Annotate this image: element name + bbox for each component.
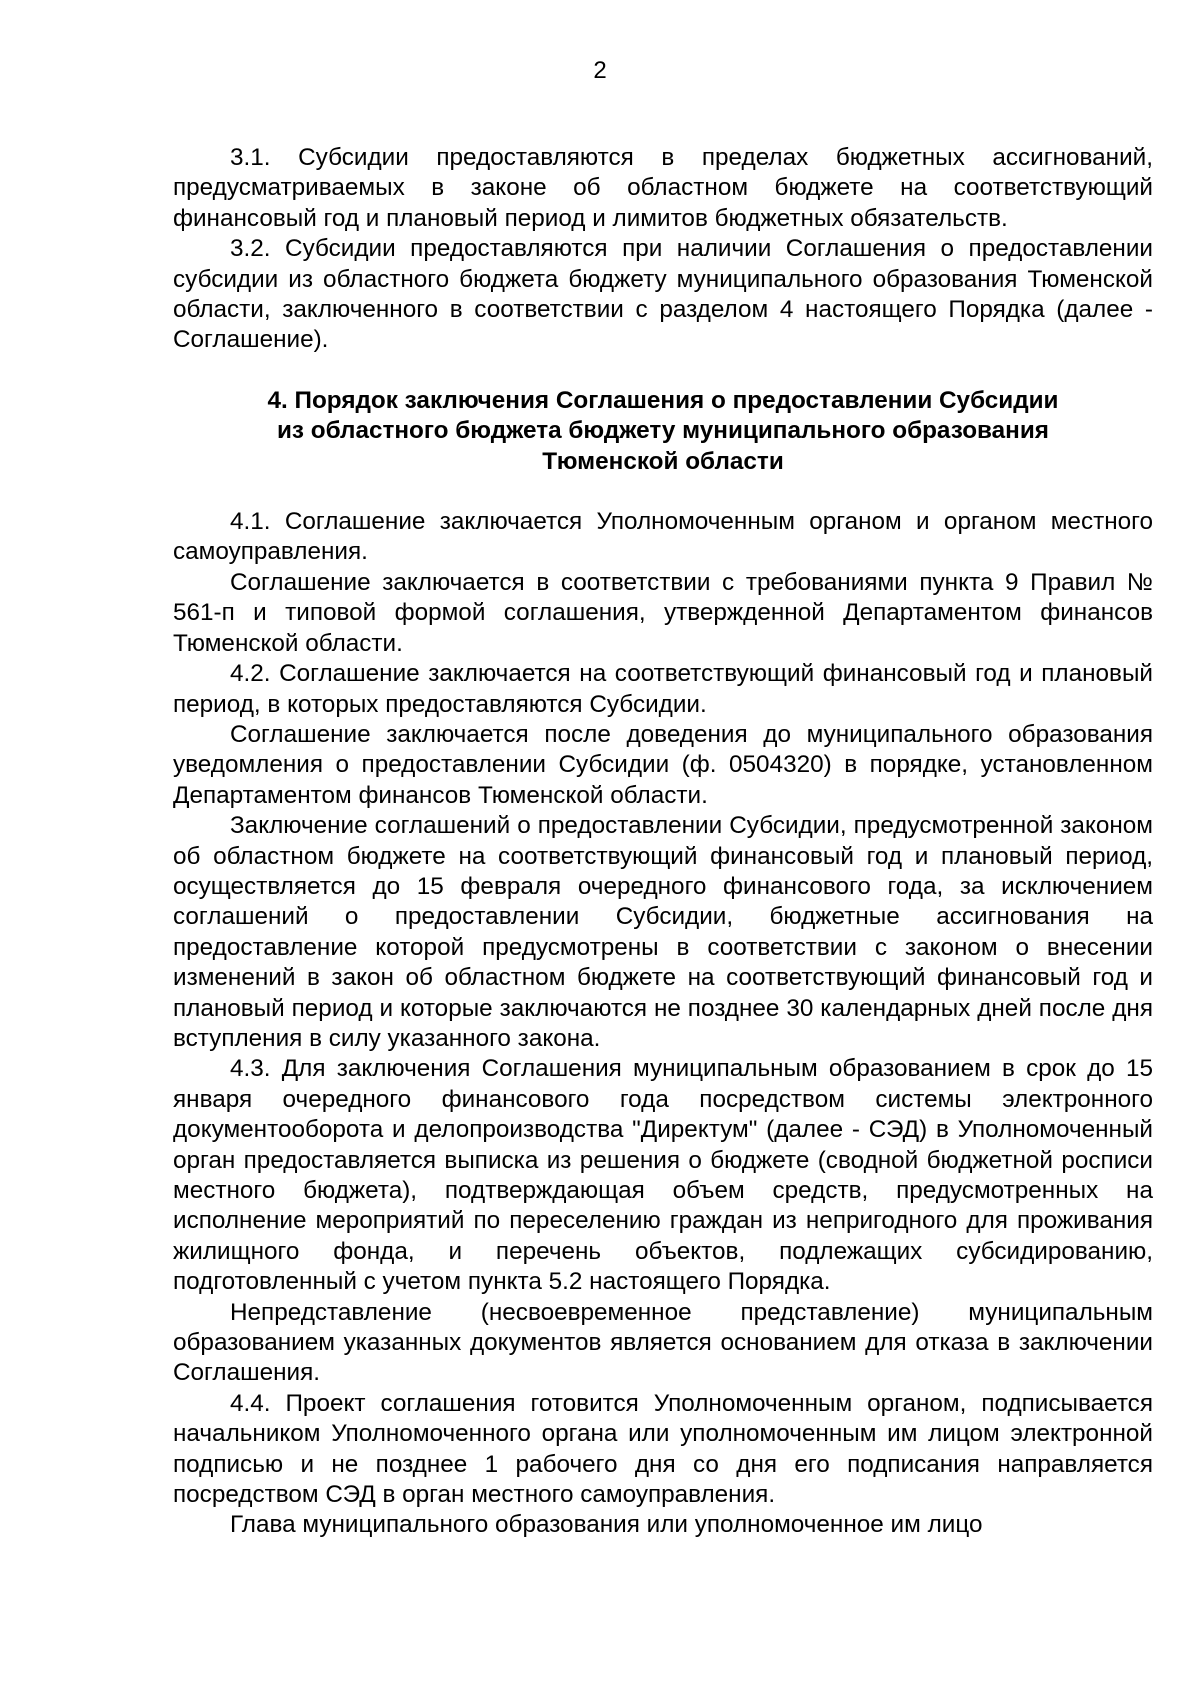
section-heading-line-3: Тюменской области	[542, 447, 784, 475]
paragraph-4-1: 4.1. Соглашение заключается Уполномоченным органом и органом местного самоуправления.	[173, 508, 1153, 566]
paragraph-4-4: 4.4. Проект соглашения готовится Уполномоченным органом, подписывается начальником Уполномоченного органа или уполномоченным им лицом электронной подписью и не позднее 1 рабочего дня со дня его подписания направляется посредством СЭД в орган местного самоуправления.	[173, 1389, 1153, 1509]
section-heading-line-1: 4. Порядок заключения Соглашения о предоставлении Субсидии	[267, 386, 1059, 414]
paragraph-4-2-b: Соглашение заключается после доведения до муниципального образования уведомления о предоставлении Субсидии (ф. 0504320) в порядке, установленном Департаментом финансов Тюменской области.	[173, 720, 1153, 809]
paragraph-4-2: 4.2. Соглашение заключается на соответствующий финансовый год и плановый период, в которых предоставляются Субсидии.	[173, 660, 1153, 718]
paragraph-4-1-b: Соглашение заключается в соответствии с требованиями пункта 9 Правил № 561-п и типовой формой соглашения, утвержденной Департаментом финансов Тюменской области.	[173, 568, 1153, 657]
paragraph-4-3-b: Непредставление (несвоевременное представление) муниципальным образованием указанных документов является основанием для отказа в заключении Соглашения.	[173, 1298, 1153, 1387]
page-number: 2	[593, 57, 607, 84]
paragraph-3-2: 3.2. Субсидии предоставляются при наличии Соглашения о предоставлении субсидии из областного бюджета бюджету муниципального образования Тюменской области, заключенного в соответствии с разделом 4 настоящего Порядка (далее - Соглашение).	[173, 235, 1153, 354]
document-body	[173, 143, 1153, 1541]
section-heading-line-2: из областного бюджета бюджету муниципального образования	[277, 417, 1049, 445]
paragraph-4-2-c: Заключение соглашений о предоставлении Субсидии, предусмотренной законом об областном бюджете на соответствующий финансовый год и плановый период, осуществляется до 15 февраля очередного финансового года, за исключением соглашений о предоставлении Субсидии, бюджетные ассигнования на предоставление которой предусмотрены в соответствии с законом о внесении изменений в закон об областном бюджете на соответствующий финансовый год и плановый период и которые заключаются не позднее 30 календарных дней после дня вступления в силу указанного закона.	[173, 812, 1153, 1052]
section-4-heading	[173, 386, 1153, 477]
paragraph-4-4-b: Глава муниципального образования или уполномоченное им лицо	[230, 1511, 983, 1539]
paragraph-3-1: 3.1. Субсидии предоставляются в пределах бюджетных ассигнований, предусматриваемых в законе об областном бюджете на соответствующий финансовый год и плановый период и лимитов бюджетных обязательств.	[173, 144, 1153, 232]
paragraph-4-3: 4.3. Для заключения Соглашения муниципальным образованием в срок до 15 января очередного финансового года посредством системы электронного документооборота и делопроизводства "Директум" (далее - СЭД) в Уполномоченный орган предоставляется выписка из решения о бюджете (сводной бюджетной росписи местного бюджета), подтверждающая объем средств, предусмотренных на исполнение мероприятий по переселению граждан из непригодного для проживания жилищного фонда, и перечень объектов, подлежащих субсидированию, подготовленный с учетом пункта 5.2 настоящего Порядка.	[173, 1055, 1153, 1296]
